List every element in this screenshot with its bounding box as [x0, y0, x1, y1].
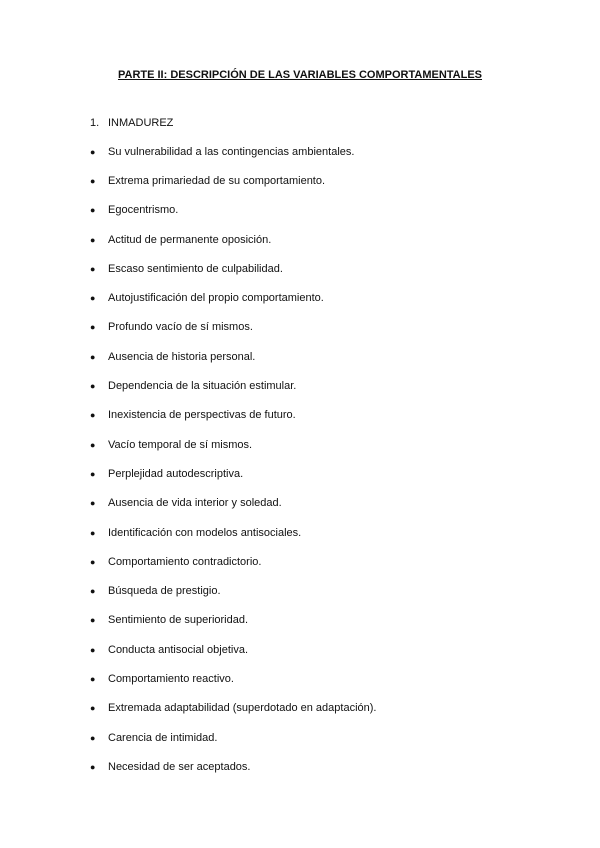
bullet-icon: ●: [90, 205, 96, 216]
section-heading: [90, 117, 173, 129]
list-item: [90, 635, 376, 664]
list-item: [90, 518, 376, 547]
bullet-icon: ●: [90, 527, 96, 538]
list-item: [90, 547, 376, 576]
list-item-text: Identificación con modelos antisociales.: [108, 526, 302, 539]
bullet-icon: ●: [90, 293, 96, 304]
bullet-icon: ●: [90, 703, 96, 714]
list-item-text: Egocentrismo.: [108, 204, 179, 217]
list-item: [90, 196, 376, 225]
bullet-icon: ●: [90, 673, 96, 684]
bullet-icon: ●: [90, 761, 96, 772]
list-item: [90, 459, 376, 488]
bullet-icon: ●: [90, 586, 96, 597]
list-item: [90, 752, 376, 781]
bullet-icon: ●: [90, 175, 96, 186]
bullet-icon: ●: [90, 146, 96, 157]
bullet-icon: ●: [90, 351, 96, 362]
bullet-icon: ●: [90, 615, 96, 626]
bullet-icon: ●: [90, 468, 96, 479]
list-item: [90, 313, 376, 342]
section-number: 1.: [90, 117, 100, 129]
bullet-icon: ●: [90, 381, 96, 392]
section-label: INMADUREZ: [108, 117, 174, 129]
page-title: PARTE II: DESCRIPCIÓN DE LAS VARIABLES COMPORTAMENTALES: [117, 69, 483, 81]
list-item-text: Autojustificación del propio comportamiento.: [108, 292, 324, 305]
list-item-text: Su vulnerabilidad a las contingencias ambientales.: [108, 145, 355, 158]
list-item: [90, 254, 376, 283]
list-item: [90, 723, 376, 752]
list-item-text: Carencia de intimidad.: [108, 731, 218, 744]
list-item-text: Sentimiento de superioridad.: [108, 614, 249, 627]
list-item-text: Necesidad de ser aceptados.: [108, 760, 251, 773]
bullet-icon: ●: [90, 263, 96, 274]
bullet-icon: ●: [90, 498, 96, 509]
bullet-icon: ●: [90, 234, 96, 245]
list-item: [90, 371, 376, 400]
bullet-icon: ●: [90, 644, 96, 655]
list-item: [90, 137, 376, 166]
list-item-text: Extremada adaptabilidad (superdotado en adaptación).: [108, 702, 377, 715]
variable-list: [90, 137, 376, 782]
list-item: [90, 430, 376, 459]
list-item-text: Comportamiento reactivo.: [108, 672, 234, 685]
bullet-icon: ●: [90, 322, 96, 333]
bullet-icon: ●: [90, 410, 96, 421]
list-item: [90, 694, 376, 723]
list-item: [90, 283, 376, 312]
list-item: [90, 606, 376, 635]
bullet-icon: ●: [90, 556, 96, 567]
list-item-text: Búsqueda de prestigio.: [108, 585, 221, 598]
list-item-text: Actitud de permanente oposición.: [108, 233, 272, 246]
list-item-text: Ausencia de vida interior y soledad.: [108, 497, 282, 510]
list-item: [90, 489, 376, 518]
list-item-text: Perplejidad autodescriptiva.: [108, 467, 244, 480]
list-item-text: Profundo vacío de sí mismos.: [108, 321, 253, 334]
list-item: [90, 166, 376, 195]
list-item-text: Escaso sentimiento de culpabilidad.: [108, 262, 283, 275]
list-item: [90, 342, 376, 371]
list-item: [90, 664, 376, 693]
list-item: [90, 576, 376, 605]
list-item-text: Inexistencia de perspectivas de futuro.: [108, 409, 296, 422]
list-item-text: Ausencia de historia personal.: [108, 350, 256, 363]
list-item-text: Vacío temporal de sí mismos.: [108, 438, 253, 451]
list-item: [90, 401, 376, 430]
list-item-text: Conducta antisocial objetiva.: [108, 643, 249, 656]
bullet-icon: ●: [90, 732, 96, 743]
list-item: [90, 225, 376, 254]
list-item-text: Dependencia de la situación estimular.: [108, 380, 297, 393]
list-item-text: Comportamiento contradictorio.: [108, 555, 262, 568]
list-item-text: Extrema primariedad de su comportamiento.: [108, 174, 326, 187]
bullet-icon: ●: [90, 439, 96, 450]
